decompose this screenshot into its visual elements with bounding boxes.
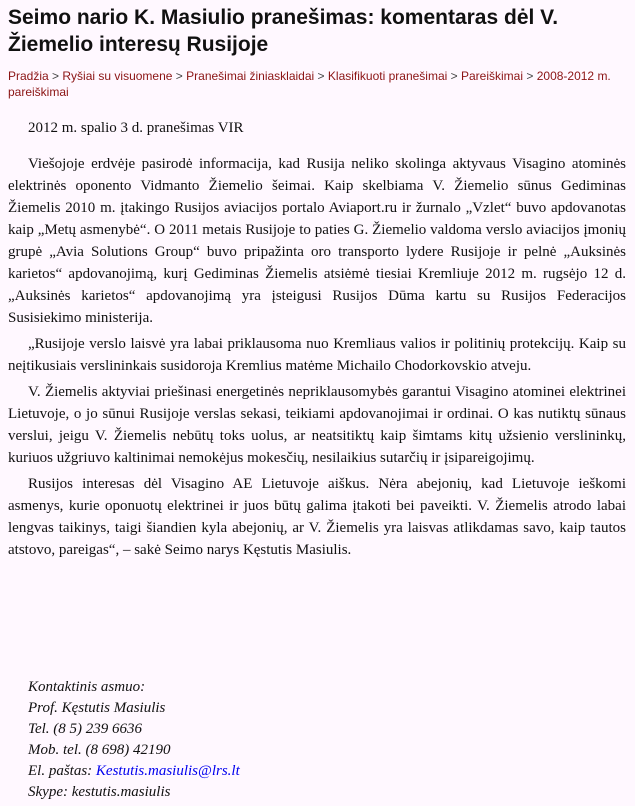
contact-email-label: El. paštas: (28, 763, 93, 779)
contact-email-row (28, 761, 608, 782)
page-title: Seimo nario K. Masiulio pranešimas: komentaras dėl V. Žiemelio interesų Rusijoje (8, 6, 559, 56)
breadcrumb-separator: > (175, 69, 183, 83)
breadcrumb-item-public-relations[interactable]: Ryšiai su visuomene (62, 69, 173, 83)
article-body (8, 117, 626, 561)
contact-name: Prof. Kęstutis Masiulis (28, 700, 166, 716)
breadcrumb-separator: > (526, 69, 534, 83)
contact-email-link[interactable]: Kestutis.masiulis@lrs.lt (95, 763, 240, 779)
date-line: 2012 m. spalio 3 d. pranešimas VIR (28, 120, 244, 136)
breadcrumb-separator: > (52, 69, 60, 83)
contact-skype: Skype: kestutis.masiulis (28, 784, 171, 800)
contact-mobile: Mob. tel. (8 698) 42190 (28, 742, 171, 758)
contact-phone: Tel. (8 5) 239 6636 (28, 721, 143, 737)
breadcrumb-separator: > (450, 69, 458, 83)
contact-block (28, 677, 608, 803)
breadcrumb-item-statements-2008-2012[interactable]: 2008-2012 m. pareiškimai (8, 69, 611, 99)
article-paragraph: Viešojoje erdvėje pasirodė informacija, kad Rusija neliko skolinga aktyvaus Visagino atominės elektrinės oponento Vidmanto Žiemelio šeimai. Kaip skelbiama V. Žiemelio sūnus Gediminas Žiemelis 2010 m. įtakingo Rusijos aviacijos portalo Aviaport.ru ir žurnalo „Vzlet“ buvo apdovanotas kaip „Metų asmenybė“. O 2011 metais Rusijoje to paties G. Žiemelio valdoma verslo aviacijos įmonių grupė „Avia Solutions Group“ buvo pripažinta oro transporto lydere Rusijoje ir pelnė „Auksinės karietos“ apdovanojimą, kurį Gediminas Žiemelis atsiėmė tiesiai Kremliuje 2012 m. rugsėjo 12 d. „Auksinės karietos“ apdovanojimą yra įsteigusi Rusijos Dūma kartu su Rusijos Federacijos Susisiekimo ministerija. (8, 156, 626, 326)
breadcrumb-item-home[interactable]: Pradžia (8, 69, 49, 83)
article-paragraph: „Rusijoje verslo laisvė yra labai priklausoma nuo Kremliaus valios ir politinių protekcijų. Kaip su neįtikusiais verslininkais susidoroja Kremlius matėme Michailo Chodorkovskio atveju. (8, 336, 626, 374)
breadcrumb-separator: > (317, 69, 325, 83)
article-paragraph: Rusijos interesas dėl Visagino AE Lietuvoje aiškus. Nėra abejonių, kad Lietuvoje ieškomi asmenys, kurie oponuotų elektrinei ir juos būtų galima įtakoti bei paveikti. V. Žiemelis atrodo labai lengvas taikinys, taigi šiandien kyla abejonių, ar V. Žiemelis yra laisvas atlikdamas savo, kaip tautos atstovo, pareigas“, – sakė Seimo narys Kęstutis Masiulis. (8, 476, 626, 558)
article-paragraph: V. Žiemelis aktyviai priešinasi energetinės nepriklausomybės garantui Visagino atominei elektrinei Lietuvoje, o jo sūnui Rusijoje verslas sekasi, teikiami apdovanojimai ir ordinai. O kas nutiktų sūnaus verslui, jeigu V. Žiemelis nebūtų toks uolus, ar neatsitiktų kaip šimtams kitų užsienio verslininkų, kuriuos užgriuvo kaltinimai nemokėjus mokesčių, nesilaikius sutarčių ir įsipareigojimų. (8, 384, 626, 466)
contact-heading: Kontaktinis asmuo: (28, 679, 146, 695)
breadcrumb-item-press-releases[interactable]: Pranešimai žiniasklaidai (186, 69, 315, 83)
breadcrumb-item-statements[interactable]: Pareiškimai (461, 69, 524, 83)
breadcrumb (8, 68, 628, 100)
breadcrumb-item-classified-releases[interactable]: Klasifikuoti pranešimai (327, 69, 448, 83)
